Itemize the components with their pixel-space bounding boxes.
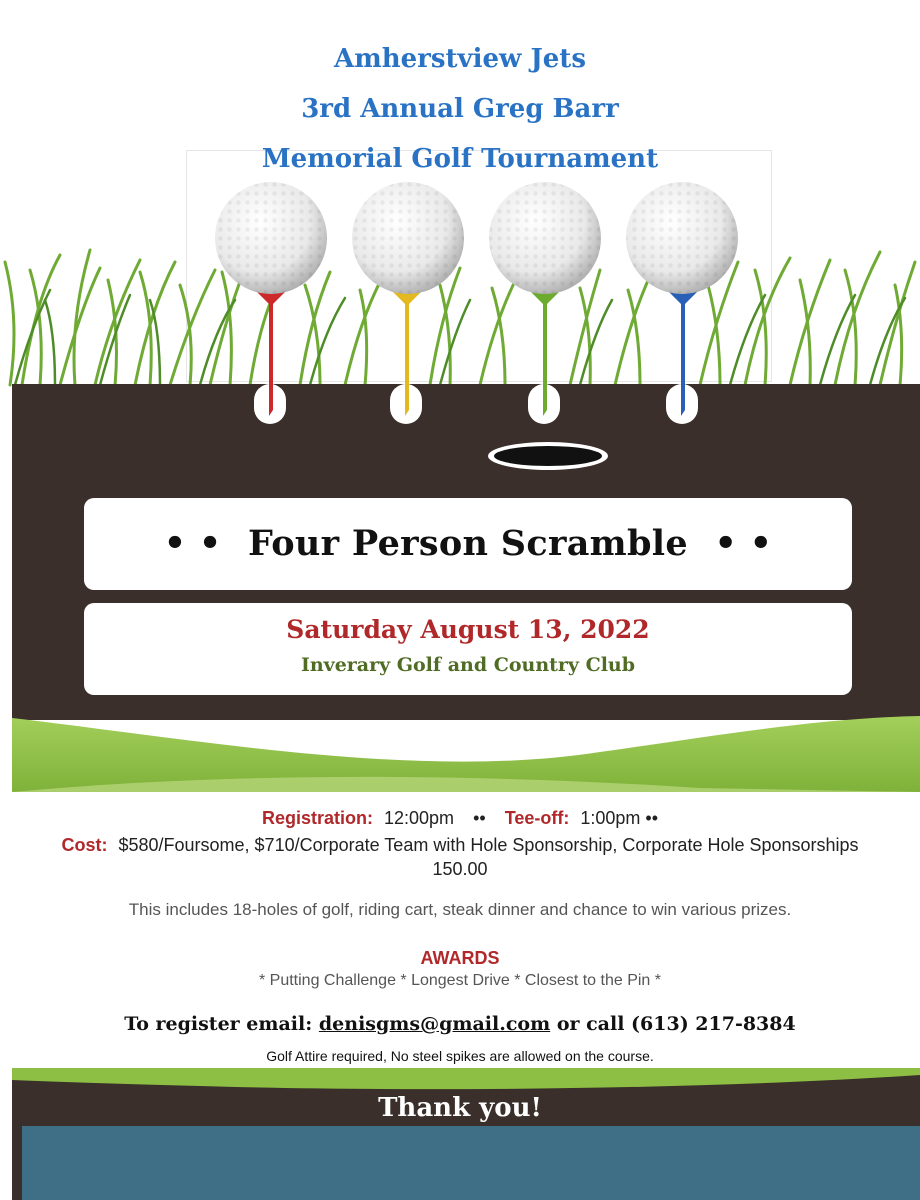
awards-heading: AWARDS (420, 948, 500, 968)
teeoff-label: Tee-off: (504, 808, 570, 828)
footer-band (12, 1068, 920, 1200)
registration-label: Registration: (261, 808, 373, 828)
registration-time: 12:00pm (384, 808, 455, 828)
separator: •• (473, 808, 486, 828)
cost-label: Cost: (61, 835, 108, 855)
golf-ball-2 (352, 182, 464, 294)
register-prefix: To register email: (124, 1013, 313, 1035)
cost-line (40, 833, 880, 881)
email-link[interactable]: denisgms@gmail.com (318, 1013, 551, 1035)
awards-list: * Putting Challenge * Longest Drive * Closest to the Pin * (258, 972, 661, 989)
golf-ball-1 (215, 182, 327, 294)
bullet-right: • • (714, 523, 773, 564)
event-date: Saturday August 13, 2022 (286, 615, 650, 644)
golf-hole-icon (488, 442, 608, 470)
golf-ball-4 (626, 182, 738, 294)
grass-blades (5, 250, 915, 385)
title-line-3: Memorial Golf Tournament (261, 144, 659, 174)
schedule-line (40, 808, 880, 829)
event-venue: Inverary Golf and Country Club (300, 654, 636, 676)
register-line (40, 1013, 880, 1035)
date-venue-panel (84, 603, 852, 695)
title-line-2: 3rd Annual Greg Barr (301, 94, 619, 124)
golf-ball-3 (489, 182, 601, 294)
teeoff-time: 1:00pm •• (580, 808, 659, 828)
includes-text: This includes 18-holes of golf, riding cart, steak dinner and chance to win various prizes. (128, 900, 792, 919)
bullet-left: • • (163, 523, 222, 564)
thank-you-text: Thank you! (378, 1093, 542, 1123)
cost-text: $580/Foursome, $710/Corporate Team with Hole Sponsorship, Corporate Hole Sponsorships 150.00 (118, 835, 859, 879)
attire-note: Golf Attire required, No steel spikes are allowed on the course. (266, 1048, 654, 1064)
title-line-1: Amherstview Jets (334, 44, 586, 74)
register-phone: or call (613) 217-8384 (556, 1013, 796, 1035)
event-format: Four Person Scramble (248, 523, 688, 564)
format-panel (84, 498, 852, 590)
